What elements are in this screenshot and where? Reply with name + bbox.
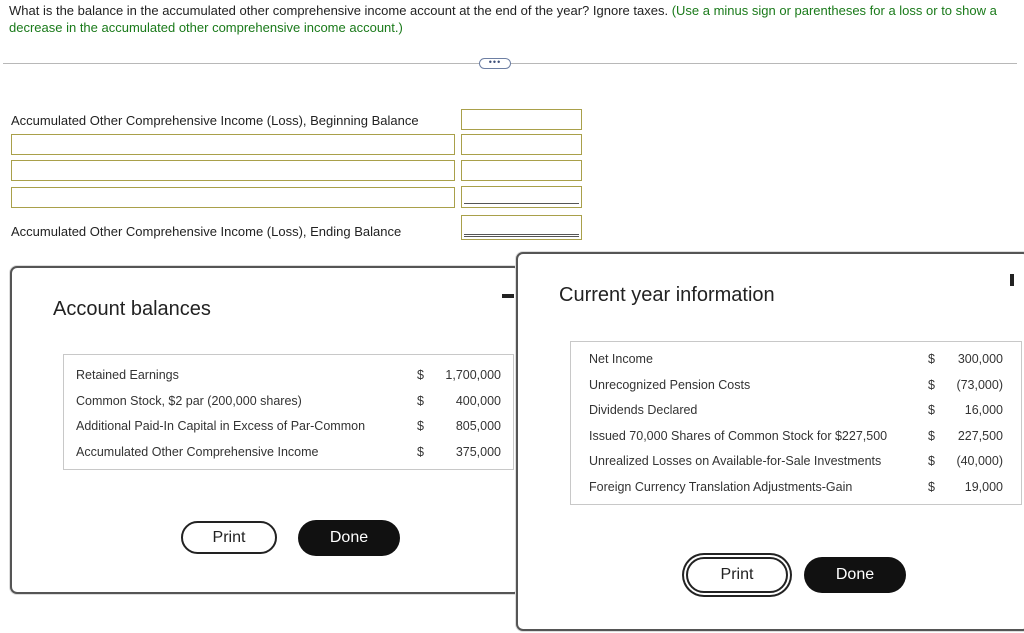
minimize-icon[interactable] bbox=[1010, 274, 1014, 286]
row-dollar: $ bbox=[417, 394, 424, 408]
item-2-amount-input[interactable] bbox=[461, 160, 582, 181]
row-value: 19,000 bbox=[964, 480, 1003, 494]
row-dollar: $ bbox=[928, 403, 935, 417]
current-year-table bbox=[570, 341, 1022, 505]
row-label: Retained Earnings bbox=[76, 368, 179, 382]
ending-balance-label: Accumulated Other Comprehensive Income (Loss), Ending Balance bbox=[11, 224, 402, 239]
table-row bbox=[64, 388, 513, 413]
row-value: (73,000) bbox=[956, 378, 1003, 392]
table-row bbox=[571, 372, 1021, 397]
row-label: Unrecognized Pension Costs bbox=[589, 378, 751, 392]
item-1-amount-input[interactable] bbox=[461, 134, 582, 155]
row-dollar: $ bbox=[928, 378, 935, 392]
table-row bbox=[571, 346, 1021, 371]
row-dollar: $ bbox=[928, 352, 935, 366]
row-value: (40,000) bbox=[956, 454, 1003, 468]
beginning-balance-label: Accumulated Other Comprehensive Income (Loss), Beginning Balance bbox=[11, 113, 419, 128]
table-row bbox=[571, 397, 1021, 422]
row-dollar: $ bbox=[417, 368, 424, 382]
question-main: What is the balance in the accumulated other comprehensive income account at the end of the year? Ignore taxes. bbox=[9, 3, 669, 18]
account-balances-title: Account balances bbox=[53, 298, 211, 320]
expand-more-button[interactable]: ••• bbox=[479, 58, 511, 69]
row-label: Issued 70,000 Shares of Common Stock for $227,500 bbox=[589, 429, 888, 443]
table-row bbox=[64, 362, 513, 387]
ending-balance-input[interactable] bbox=[461, 215, 582, 240]
account-balances-panel bbox=[10, 266, 521, 594]
table-row bbox=[64, 413, 513, 438]
row-dollar: $ bbox=[417, 445, 424, 459]
account-balances-table bbox=[63, 354, 514, 470]
row-dollar: $ bbox=[417, 419, 424, 433]
row-value: 16,000 bbox=[964, 403, 1003, 417]
table-row bbox=[64, 439, 513, 464]
row-label: Foreign Currency Translation Adjustments-Gain bbox=[589, 480, 853, 494]
item-1-label-input[interactable] bbox=[11, 134, 455, 155]
row-value: 1,700,000 bbox=[445, 368, 501, 382]
current-year-panel bbox=[516, 252, 1024, 631]
current-year-title: Current year information bbox=[559, 284, 775, 306]
row-value: 805,000 bbox=[455, 419, 501, 433]
row-value: 300,000 bbox=[957, 352, 1003, 366]
print-button[interactable]: Print bbox=[181, 521, 277, 554]
row-label: Common Stock, $2 par (200,000 shares) bbox=[76, 394, 302, 408]
row-label: Net Income bbox=[589, 352, 653, 366]
row-label: Accumulated Other Comprehensive Income bbox=[76, 445, 319, 459]
done-button[interactable]: Done bbox=[804, 557, 906, 593]
minimize-icon[interactable] bbox=[502, 294, 514, 298]
row-label: Unrealized Losses on Available-for-Sale Investments bbox=[589, 454, 882, 468]
item-2-label-input[interactable] bbox=[11, 160, 455, 181]
row-label: Additional Paid-In Capital in Excess of Par-Common bbox=[76, 419, 366, 433]
row-value: 400,000 bbox=[455, 394, 501, 408]
beginning-balance-input[interactable] bbox=[461, 109, 582, 130]
done-button[interactable]: Done bbox=[298, 520, 400, 556]
row-value: 375,000 bbox=[455, 445, 501, 459]
row-dollar: $ bbox=[928, 480, 935, 494]
question-text bbox=[9, 2, 1017, 36]
row-dollar: $ bbox=[928, 454, 935, 468]
item-3-amount-input[interactable] bbox=[461, 186, 582, 208]
question-hint: (Use a minus sign or parentheses for a loss or to show a decrease in the accumulated other comprehensive income account.) bbox=[9, 3, 997, 35]
print-button[interactable]: Print bbox=[686, 557, 788, 593]
row-value: 227,500 bbox=[957, 429, 1003, 443]
table-row bbox=[571, 448, 1021, 473]
row-dollar: $ bbox=[928, 429, 935, 443]
table-row bbox=[571, 423, 1021, 448]
table-row bbox=[571, 474, 1021, 499]
row-label: Dividends Declared bbox=[589, 403, 698, 417]
item-3-label-input[interactable] bbox=[11, 187, 455, 208]
